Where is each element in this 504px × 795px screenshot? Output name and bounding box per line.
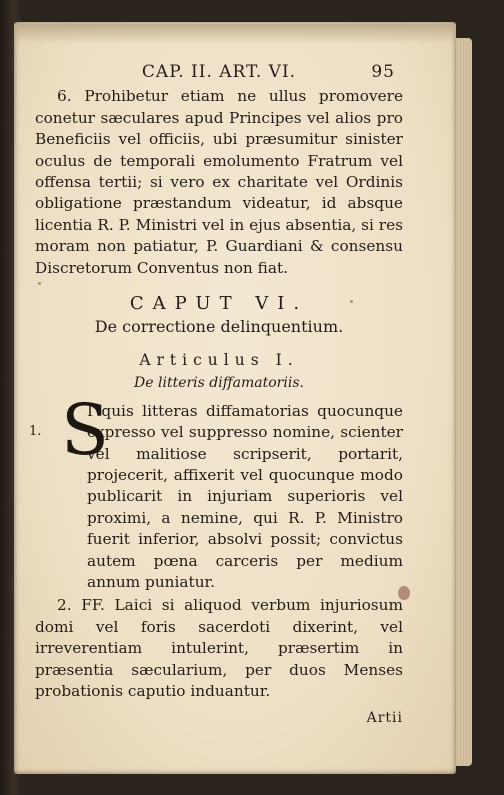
running-title: CAP. II. ART. VI.	[141, 62, 297, 82]
page-fold-shadow	[14, 24, 456, 44]
section-6-paragraph: 6. Prohibetur etiam ne ullus promovere conetur sæculares apud Principes vel alios pro Beneficiis vel officiis, ubi præsumitur sinister oculus de temporali emolumento Fratrum vel offensa tertii; si vero ex charitate vel Ordinis obligatione præstandum videatur, id absque licentia R. P. Ministri vel in ejus absentia, si res moram non patiatur, P. Guardiani & consensu Discretorum Conventus non fiat.	[35, 87, 403, 277]
paragraph-2: 2. FF. Laici si aliquod verbum injuriosum domi vel foris sacerdoti dixerint, vel irreverentiam intulerint, præsertim in præsentia sæcularium, per duos Menses probationis caputio induantur.	[35, 596, 403, 700]
drop-cap: S	[61, 388, 109, 471]
catchword: Artii	[366, 710, 403, 727]
paragraph-1-body: I quis litteras diffamatorias quocunque expresso vel suppresso nomine, scienter vel malitiose scripserit, portarit, projecerit, affixerit vel quocunque modo publicarit in injuriam superioris vel proximi, a nemine, qui R. P. Ministro fuerit inferior, absolvi possit; convictus autem pœna carceris per medium annum puniatur.	[87, 401, 403, 591]
page-number: 95	[371, 62, 395, 82]
margin-number: 1.	[29, 423, 42, 439]
article-title: De litteris diffamatoriis.	[134, 375, 304, 392]
paragraph-1	[29, 388, 403, 594]
chapter-subheading: De correctione delinquentium.	[94, 317, 344, 337]
page-text	[29, 62, 403, 730]
chapter-heading: CAPUT VI.	[129, 293, 309, 315]
article-heading: Articulus I.	[139, 350, 299, 369]
page-edges	[456, 38, 472, 766]
running-head	[35, 62, 403, 83]
